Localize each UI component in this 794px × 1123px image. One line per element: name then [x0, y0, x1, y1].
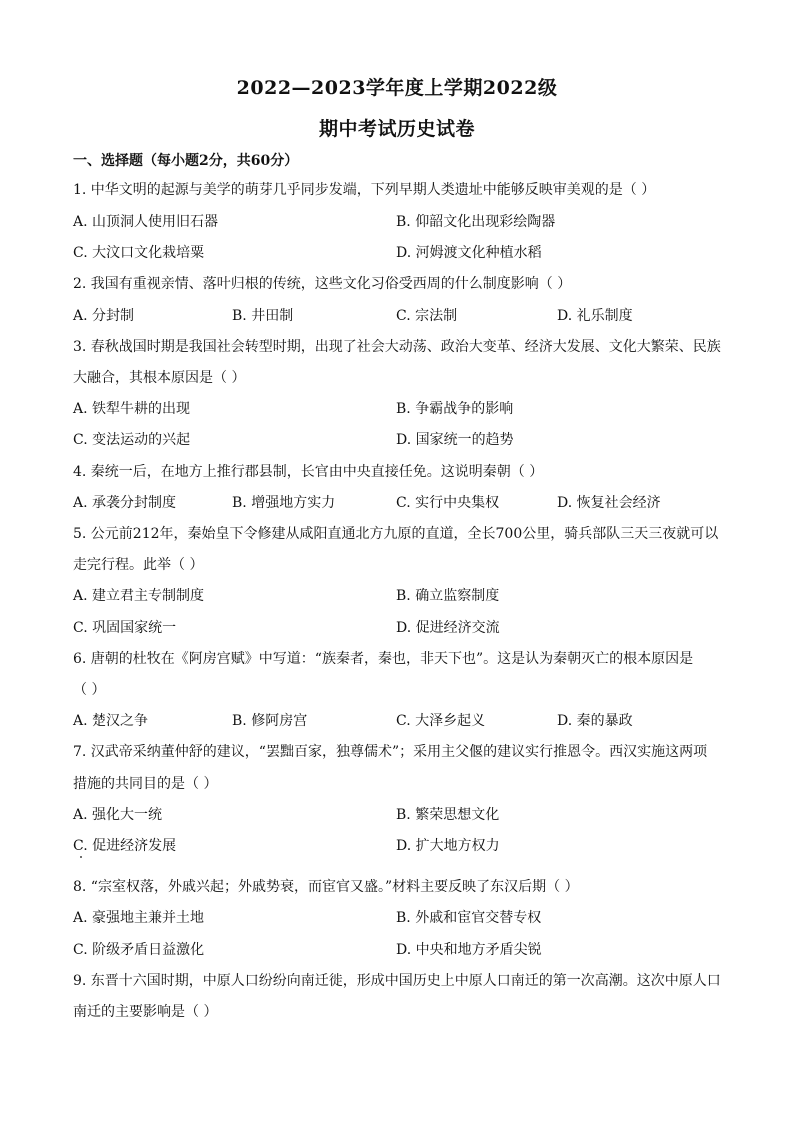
exam-title-subject: 期中考试历史试卷: [318, 118, 475, 140]
stray-mark: [80, 856, 82, 858]
question-7-stem-line-2: 措施的共同目的是（ ）: [73, 776, 218, 792]
question-5-option-a: A. 建立君主专制制度: [73, 588, 205, 604]
question-8-option-a: A. 豪强地主兼并土地: [73, 910, 205, 926]
question-6-option-d: D. 秦的暴政: [557, 713, 633, 729]
question-3-option-d: D. 国家统一的趋势: [396, 432, 514, 448]
question-2-option-d: D. 礼乐制度: [557, 308, 633, 324]
question-6-stem-line-2: （ ）: [73, 682, 106, 698]
question-1-option-b: B. 仰韶文化出现彩绘陶器: [396, 214, 556, 230]
question-4-option-d: D. 恢复社会经济: [557, 495, 661, 511]
exam-title-year: 2022—2023学年度上学期2022级: [236, 77, 558, 99]
question-6-option-a: A. 楚汉之争: [73, 713, 149, 729]
question-8-option-b: B. 外戚和宦官交替专权: [396, 910, 542, 926]
question-8-option-d: D. 中央和地方矛盾尖锐: [396, 942, 542, 958]
question-2-option-a: A. 分封制: [73, 308, 135, 324]
question-7-option-c: C. 促进经济发展: [73, 838, 177, 854]
question-6-option-c: C. 大泽乡起义: [396, 713, 486, 729]
question-5-option-c: C. 巩固国家统一: [73, 620, 177, 636]
question-3-option-c: C. 变法运动的兴起: [73, 432, 191, 448]
question-7-option-d: D. 扩大地方权力: [396, 838, 500, 854]
question-4-stem: 4. 秦统一后，在地方上推行郡县制，长官由中央直接任免。这说明秦朝（ ）: [73, 464, 544, 480]
question-4-option-a: A. 承袭分封制度: [73, 495, 177, 511]
question-7-option-a: A. 强化大一统: [73, 807, 163, 823]
question-9-stem-line-1: 9. 东晋十六国时期，中原人口纷纷向南迁徙，形成中国历史上中原人口南迁的第一次高潮。这次中原人口: [73, 973, 721, 989]
question-5-stem-line-2: 走完行程。此举（ ）: [73, 557, 204, 573]
question-3-stem-line-2: 大融合，其根本原因是（ ）: [73, 370, 246, 386]
section-heading: 一、选择题（每小题2分，共60分）: [73, 153, 299, 169]
question-3-option-a: A. 铁犁牛耕的出现: [73, 401, 191, 417]
question-2-option-c: C. 宗法制: [396, 308, 458, 324]
question-2-option-b: B. 井田制: [232, 308, 294, 324]
question-4-option-c: C. 实行中央集权: [396, 495, 500, 511]
question-7-stem-line-1: 7. 汉武帝采纳董仲舒的建议，“罢黜百家，独尊儒术”；采用主父偃的建议实行推恩令。西汉实施这两项: [73, 744, 708, 760]
question-7-option-b: B. 繁荣思想文化: [396, 807, 500, 823]
question-1-option-d: D. 河姆渡文化种植水稻: [396, 245, 542, 261]
question-8-option-c: C. 阶级矛盾日益激化: [73, 942, 205, 958]
question-5-stem-line-1: 5. 公元前212年，秦始皇下令修建从咸阳直通北方九原的直道，全长700公里，骑兵部队三天三夜就可以: [73, 526, 719, 542]
question-1-option-a: A. 山顶洞人使用旧石器: [73, 214, 219, 230]
question-4-option-b: B. 增强地方实力: [232, 495, 336, 511]
question-1-option-c: C. 大汶口文化栽培粟: [73, 245, 205, 261]
question-9-stem-line-2: 南迁的主要影响是（ ）: [73, 1004, 218, 1020]
question-6-option-b: B. 修阿房宫: [232, 713, 308, 729]
question-2-stem: 2. 我国有重视亲情、落叶归根的传统，这些文化习俗受西周的什么制度影响（ ）: [73, 276, 572, 292]
question-5-option-b: B. 确立监察制度: [396, 588, 500, 604]
question-1-stem: 1. 中华文明的起源与美学的萌芽几乎同步发端，下列早期人类遗址中能够反映审美观的是（ ）: [73, 182, 656, 198]
question-3-stem-line-1: 3. 春秋战国时期是我国社会转型时期，出现了社会大动荡、政治大变革、经济大发展、文化大繁荣、民族: [73, 339, 721, 355]
question-6-stem-line-1: 6. 唐朝的杜牧在《阿房宫赋》中写道：“族秦者，秦也，非天下也”。这是认为秦朝灭亡的根本原因是: [73, 651, 694, 667]
question-8-stem: 8. “宗室权落，外戚兴起；外戚势衰，而宦官又盛。”材料主要反映了东汉后期（ ）: [73, 879, 579, 895]
question-3-option-b: B. 争霸战争的影响: [396, 401, 514, 417]
question-5-option-d: D. 促进经济交流: [396, 620, 500, 636]
